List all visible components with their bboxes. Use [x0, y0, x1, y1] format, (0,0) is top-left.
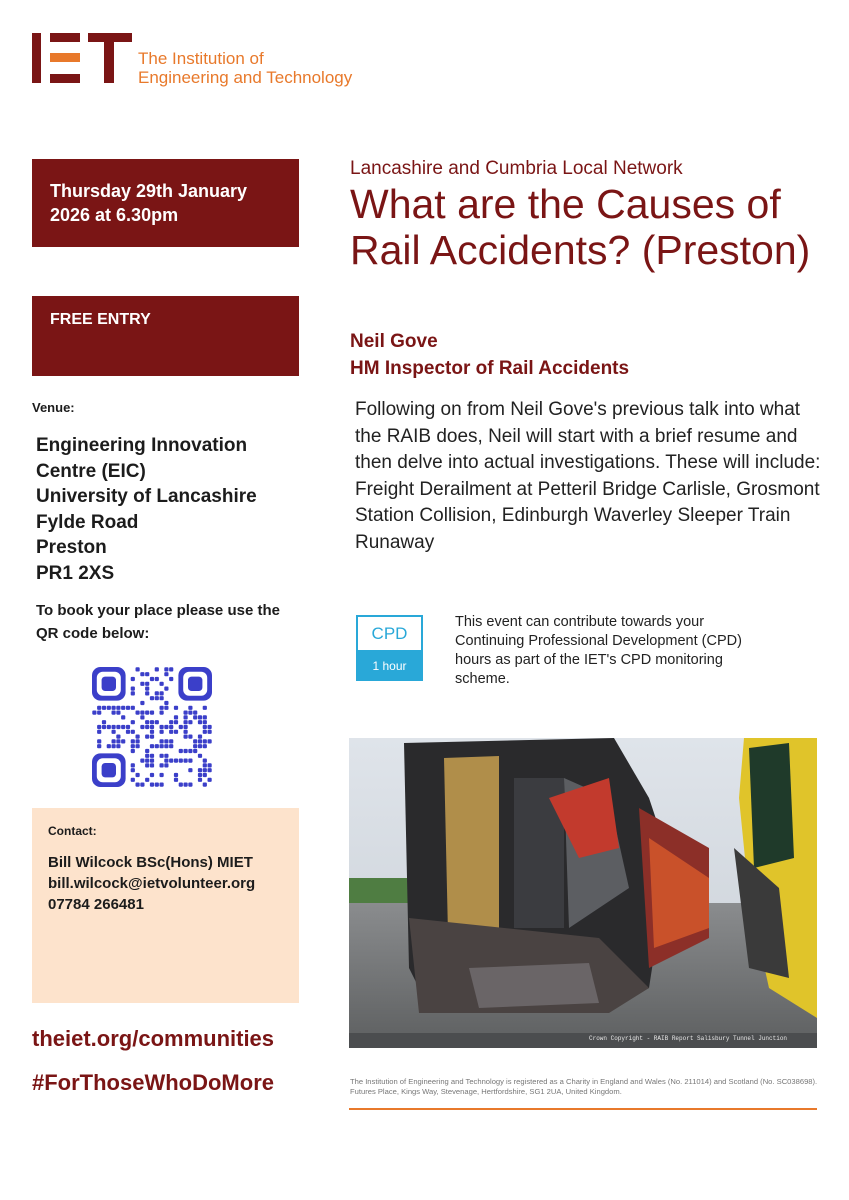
venue-address [36, 433, 257, 586]
free-entry-label: FREE ENTRY [50, 311, 151, 328]
contact-email-link[interactable]: bill.wilcock@ietvolunteer.org [48, 875, 256, 892]
train-accident-photo [349, 738, 817, 1048]
speaker-name: Neil Gove [350, 331, 438, 352]
venue-line: Fylde Road [36, 511, 139, 533]
website-link[interactable]: theiet.org/communities [32, 1026, 275, 1051]
venue-label: Venue: [32, 400, 75, 415]
speaker-role: HM Inspector of Rail Accidents [350, 358, 630, 379]
network-name: Lancashire and Cumbria Local Network [350, 158, 683, 179]
event-title: What are the Causes of Rail Accidents? (Preston) [350, 181, 811, 273]
venue-line: Engineering Innovation [36, 435, 248, 456]
legal-notice: The Institution of Engineering and Technology is registered as a Charity in England and Wales (No. 211014) and Scotland (No. SC038698). Futures Place, Kings Way, Stevenage, Hertfordshire, SG1 2UA, United Kingdom. [350, 1077, 818, 1096]
photo-credit: Crown Copyright - RAIB Report Salisbury Tunnel Junction [589, 1035, 788, 1042]
institution-name-line1: The Institution of [138, 49, 264, 68]
footer-divider [349, 1108, 817, 1110]
cpd-badge-label: CPD [371, 623, 408, 643]
venue-line: Preston [36, 537, 107, 558]
venue-line: PR1 2XS [36, 562, 115, 584]
institution-name [138, 49, 352, 87]
speaker [350, 328, 629, 382]
event-date-line1: Thursday 29th January [50, 181, 248, 201]
venue-line: Centre (EIC) [36, 460, 146, 482]
contact-label: Contact: [48, 824, 97, 838]
contact-phone[interactable]: 07784 266481 [48, 896, 144, 913]
event-date-box [32, 159, 299, 247]
institution-name-line2: Engineering and Technology [138, 68, 353, 87]
venue-line: University of Lancashire [36, 486, 257, 507]
iet-logo-mark [32, 33, 132, 83]
cpd-description: This event can contribute towards your Continuing Professional Development (CPD) hours as part of the IET's CPD monitoring scheme. [455, 614, 742, 687]
contact-box [32, 808, 299, 1003]
booking-instructions: To book your place please use the QR code below: [36, 602, 280, 642]
cpd-badge-icon [356, 615, 423, 681]
event-date-line2: 2026 at 6.30pm [50, 205, 179, 225]
hashtag: #ForThoseWhoDoMore [32, 1070, 274, 1095]
contact-name: Bill Wilcock BSc(Hons) MIET [48, 854, 253, 871]
free-entry-box [32, 296, 299, 376]
booking-qr-code[interactable] [92, 667, 212, 787]
cpd-badge-hours: 1 hour [358, 650, 421, 681]
event-description: Following on from Neil Gove's previous talk into what the RAIB does, Neil will start with a brief resume and then delve into actual investigations. These will include: Freight Derailment at Petteril Bridge Carlisle, Grosmont Station Collision, Edinburgh Waverley Sleeper Train Runaway [355, 399, 821, 553]
